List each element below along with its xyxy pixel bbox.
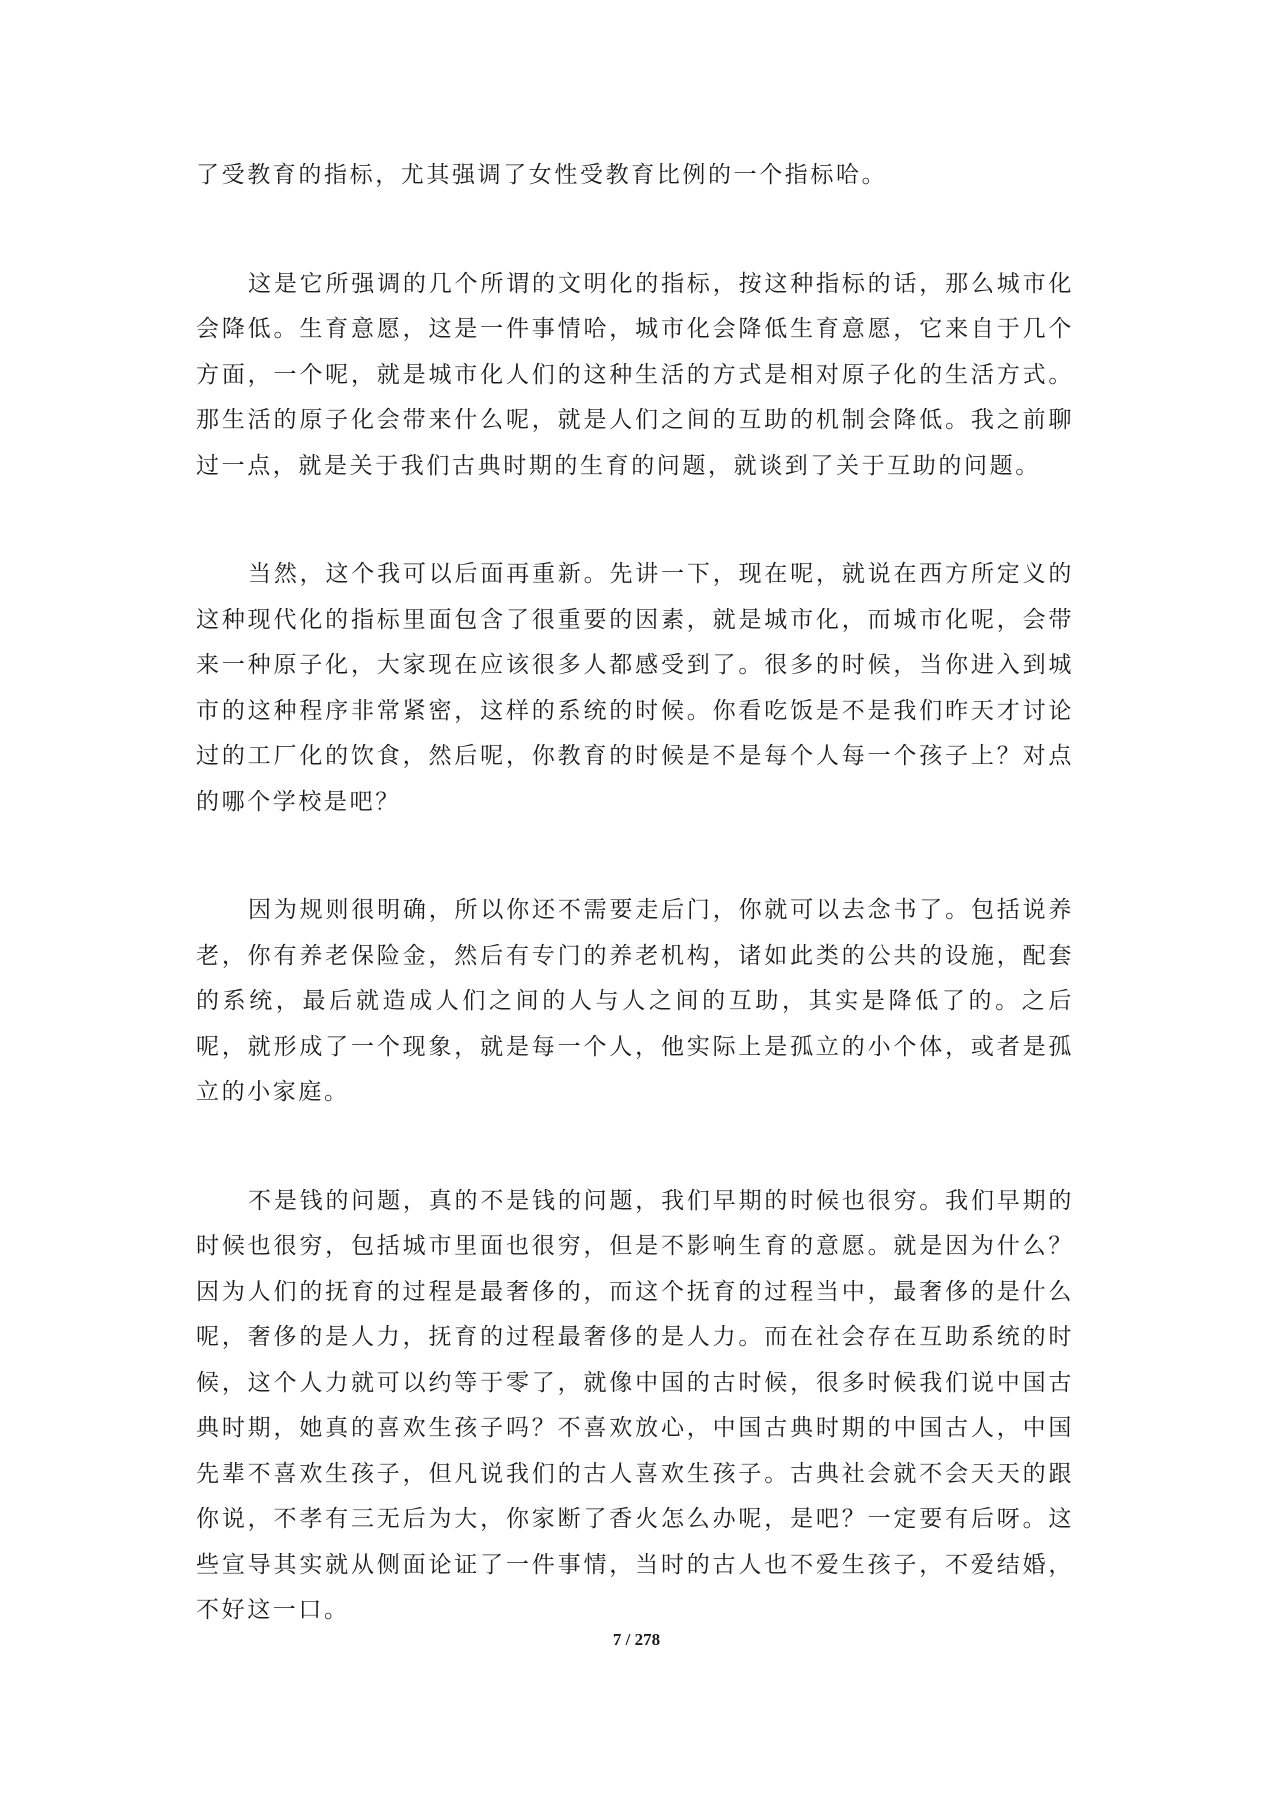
page-number: 7 / 278 [612,1630,661,1649]
paragraph-continued: 了受教育的指标，尤其强调了女性受教育比例的一个指标哈。 [196,162,888,188]
paragraph: 这是它所强调的几个所谓的文明化的指标，按这种指标的话，那么城市化会降低。生育意愿，这是一件事情哈，城市化会降低生育意愿，它来自于几个方面，一个呢，就是城市化人们的这种生活的方式是相对原子化的生活方式。那生活的原子化会带来什么呢，就是人们之间的互助的机制会降低。我之前聊过一点，就是关于我们古典时期的生育的问题，就谈到了关于互助的问题。 [196,270,1074,479]
paragraph: 不是钱的问题，真的不是钱的问题，我们早期的时候也很穷。我们早期的时候也很穷，包括城市里面也很穷，但是不影响生育的意愿。就是因为什么？因为人们的抚育的过程是最奢侈的，而这个抚育的过程当中，最奢侈的是什么呢，奢侈的是人力，抚育的过程最奢侈的是人力。而在社会存在互助系统的时候，这个人力就可以约等于零了，就像中国的古时候，很多时候我们说中国古典时期，她真的喜欢生孩子吗？不喜欢放心，中国古典时期的中国古人，中国先辈不喜欢生孩子，但凡说我们的古人喜欢生孩子。古典社会就不会天天的跟你说，不孝有三无后为大，你家断了香火怎么办呢，是吧？一定要有后呀。这些宣导其实就从侧面论证了一件事情，当时的古人也不爱生孩子，不爱结婚，不好这一口。 [196,1187,1074,1623]
paragraph: 当然，这个我可以后面再重新。先讲一下，现在呢，就说在西方所定义的这种现代化的指标里面包含了很重要的因素，就是城市化，而城市化呢，会带来一种原子化，大家现在应该很多人都感受到了。很多的时候，当你进入到城市的这种程序非常紧密，这样的系统的时候。你看吃饭是不是我们昨天才讨论过的工厂化的饮食，然后呢，你教育的时候是不是每个人每一个孩子上？对点的哪个学校是吧？ [196,561,1074,815]
document-body [196,153,1074,1697]
paragraph: 因为规则很明确，所以你还不需要走后门，你就可以去念书了。包括说养老，你有养老保险金，然后有专门的养老机构，诸如此类的公共的设施，配套的系统，最后就造成人们之间的人与人之间的互助，其实是降低了的。之后呢，就形成了一个现象，就是每一个人，他实际上是孤立的小个体，或者是孤立的小家庭。 [196,897,1074,1105]
